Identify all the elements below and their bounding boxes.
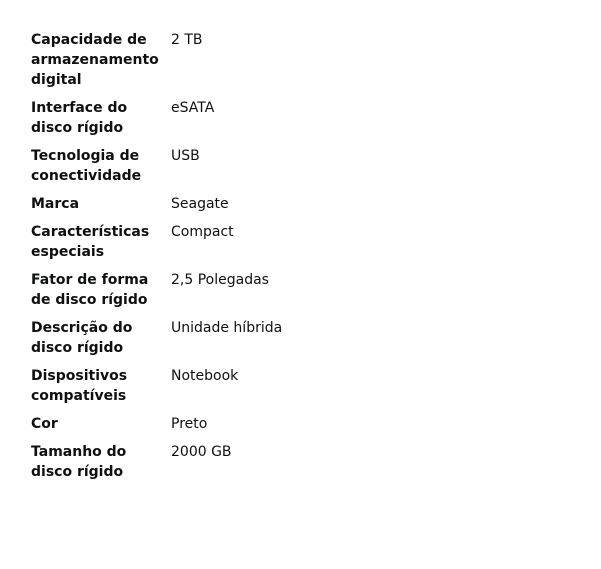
spec-value: 2,5 Polegadas: [171, 272, 269, 288]
spec-label: Características especiais: [31, 224, 150, 260]
spec-label: Interface do disco rígido: [31, 100, 128, 136]
product-specs-table: [31, 30, 571, 490]
spec-row-special-features: [31, 222, 571, 262]
spec-label: Descrição do disco rígido: [31, 320, 133, 356]
spec-row-color: [31, 414, 571, 434]
spec-row-storage-capacity: [31, 30, 571, 90]
spec-value: Preto: [171, 416, 208, 432]
spec-label: Capacidade de armazenamento digital: [31, 32, 159, 88]
spec-value: Seagate: [171, 196, 229, 212]
spec-label: Tamanho do disco rígido: [31, 444, 127, 480]
spec-value: USB: [171, 148, 200, 164]
spec-label: Cor: [31, 416, 58, 432]
spec-row-brand: [31, 194, 571, 214]
spec-row-disk-interface: [31, 98, 571, 138]
spec-row-connectivity: [31, 146, 571, 186]
spec-row-disk-size: [31, 442, 571, 482]
spec-value: eSATA: [171, 100, 215, 116]
spec-value: Unidade híbrida: [171, 320, 283, 336]
spec-label: Tecnologia de conectividade: [31, 148, 142, 184]
spec-value: 2 TB: [171, 32, 203, 48]
spec-value: Compact: [171, 224, 234, 240]
spec-row-form-factor: [31, 270, 571, 310]
spec-row-compatible-devices: [31, 366, 571, 406]
spec-value: Notebook: [171, 368, 239, 384]
spec-label: Marca: [31, 196, 80, 212]
spec-label: Dispositivos compatíveis: [31, 368, 128, 404]
spec-row-disk-description: [31, 318, 571, 358]
spec-label: Fator de forma de disco rígido: [31, 272, 149, 308]
spec-value: 2000 GB: [171, 444, 232, 460]
